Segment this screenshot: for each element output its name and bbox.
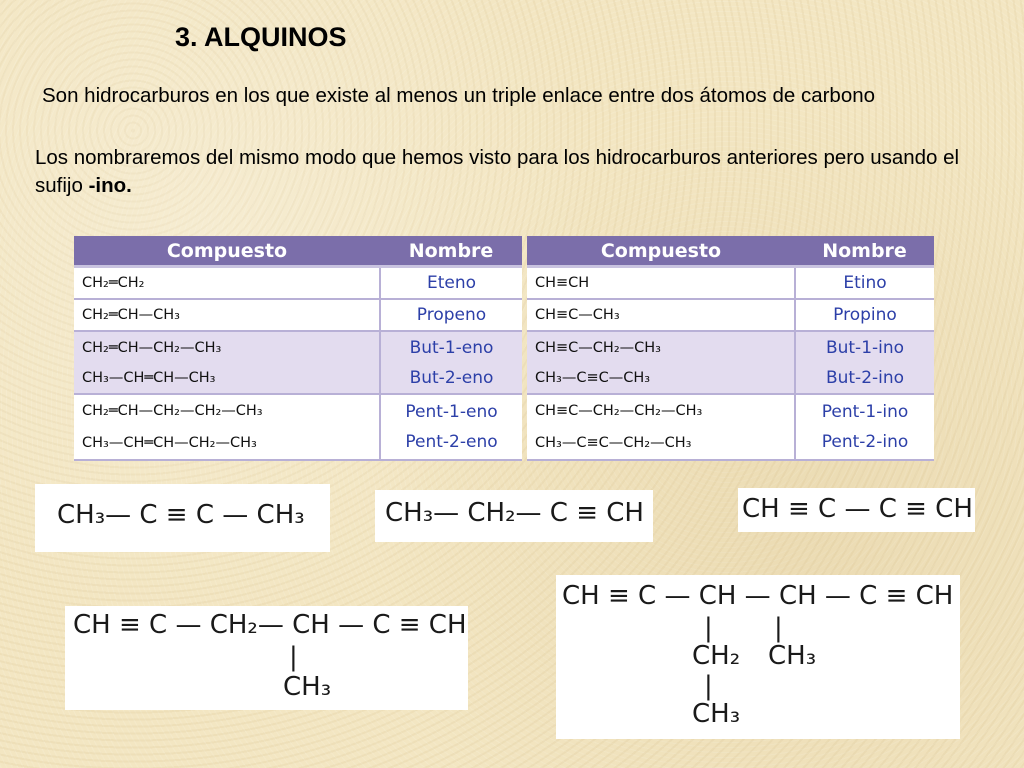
formula-cell: [527, 267, 795, 300]
formula-cell: [527, 299, 795, 331]
name-cell: [795, 299, 934, 331]
formula: CH₃— C ≡ C — CH₃: [57, 500, 305, 530]
bond-line: |: [289, 642, 298, 672]
name-cell: [795, 331, 934, 394]
compound-name: But-1-ino: [825, 337, 905, 358]
table-row: [74, 394, 522, 460]
formula-cell: [74, 331, 380, 394]
naming-text: Los nombraremos del mismo modo que hemos visto para los hidrocarburos anteriores pero usando el sufijo: [35, 146, 960, 197]
compound-name: But-2-eno: [409, 367, 494, 388]
compound-name: Pent-2-ino: [821, 432, 909, 452]
header-compuesto: Compuesto: [527, 236, 795, 267]
slide-title: 3. ALQUINOS: [175, 22, 347, 52]
table-row: [74, 331, 522, 394]
formula-branch: CH₃: [283, 672, 332, 702]
table-row: [527, 267, 934, 300]
compound-name: Pent-1-ino: [821, 402, 909, 422]
formula: CH≡C—CH₃: [535, 307, 620, 323]
table-row: [527, 394, 934, 460]
name-cell: [380, 299, 522, 331]
formula-branch: CH₃: [768, 641, 817, 671]
compound-name: Propeno: [416, 305, 487, 325]
table-row: [74, 267, 522, 300]
compound-name: But-1-eno: [409, 337, 494, 358]
bond-line: |: [704, 671, 713, 701]
table-row: [527, 299, 934, 331]
compound-name: Eteno: [426, 273, 477, 293]
table-row: [74, 299, 522, 331]
formula: CH₃—CH═CH—CH₂—CH₃: [82, 435, 257, 451]
formula-cell: [527, 394, 795, 460]
bond-line: |: [774, 613, 783, 643]
formula: CH₃— CH₂— C ≡ CH: [385, 498, 644, 528]
table-header-row: [527, 236, 934, 267]
formula: CH₂═CH—CH₃: [82, 307, 180, 323]
compound-name: Pent-1-eno: [405, 402, 498, 422]
header-compuesto: Compuesto: [74, 236, 380, 267]
definition-paragraph: Son hidrocarburos en los que existe al menos un triple enlace entre dos átomos de carbono: [42, 84, 876, 107]
exercise-formula-3: [738, 488, 975, 532]
table-header-row: [74, 236, 522, 267]
formula-main-chain: CH ≡ C — CH — CH — C ≡ CH: [562, 581, 954, 611]
exercise-formula-2: [375, 490, 653, 542]
formula-cell: [74, 394, 380, 460]
bond-line: |: [704, 613, 713, 643]
header-nombre: Nombre: [795, 236, 934, 267]
alkynes-table: [527, 236, 934, 461]
formula: CH₃—C≡C—CH₃: [535, 369, 651, 386]
compound-name: Pent-2-eno: [405, 432, 498, 452]
name-cell: [380, 331, 522, 394]
formula-branch: CH₃: [692, 699, 741, 729]
exercise-formula-1: [35, 484, 330, 552]
naming-paragraph: [35, 144, 965, 200]
header-nombre: Nombre: [380, 236, 522, 267]
name-cell: [795, 394, 934, 460]
formula: CH≡C—CH₂—CH₃: [535, 339, 661, 356]
formula: CH≡CH: [535, 275, 590, 291]
formula: CH≡C—CH₂—CH₂—CH₃: [535, 403, 703, 419]
name-cell: [795, 267, 934, 300]
formula: CH₂═CH—CH₂—CH₂—CH₃: [82, 403, 263, 419]
formula-cell: [74, 267, 380, 300]
name-cell: [380, 267, 522, 300]
table-row: [527, 331, 934, 394]
exercise-formula-5: [556, 575, 960, 739]
formula-branch: CH₂: [692, 641, 741, 671]
formula: CH₂═CH—CH₂—CH₃: [82, 339, 222, 356]
formula-cell: [74, 299, 380, 331]
formula-cell: [527, 331, 795, 394]
formula: CH₃—CH═CH—CH₃: [82, 369, 216, 386]
compound-name: But-2-ino: [825, 367, 905, 388]
formula: CH₃—C≡C—CH₂—CH₃: [535, 435, 692, 451]
formula: CH₂═CH₂: [82, 275, 145, 291]
compound-name: Propino: [833, 305, 897, 325]
alkenes-table: [74, 236, 522, 461]
formula-main-chain: CH ≡ C — CH₂— CH — C ≡ CH: [73, 610, 467, 640]
exercise-formula-4: [65, 606, 468, 710]
suffix-ino: -ino.: [88, 174, 132, 197]
formula: CH ≡ C — C ≡ CH: [742, 494, 973, 524]
compound-name: Etino: [843, 273, 887, 293]
name-cell: [380, 394, 522, 460]
